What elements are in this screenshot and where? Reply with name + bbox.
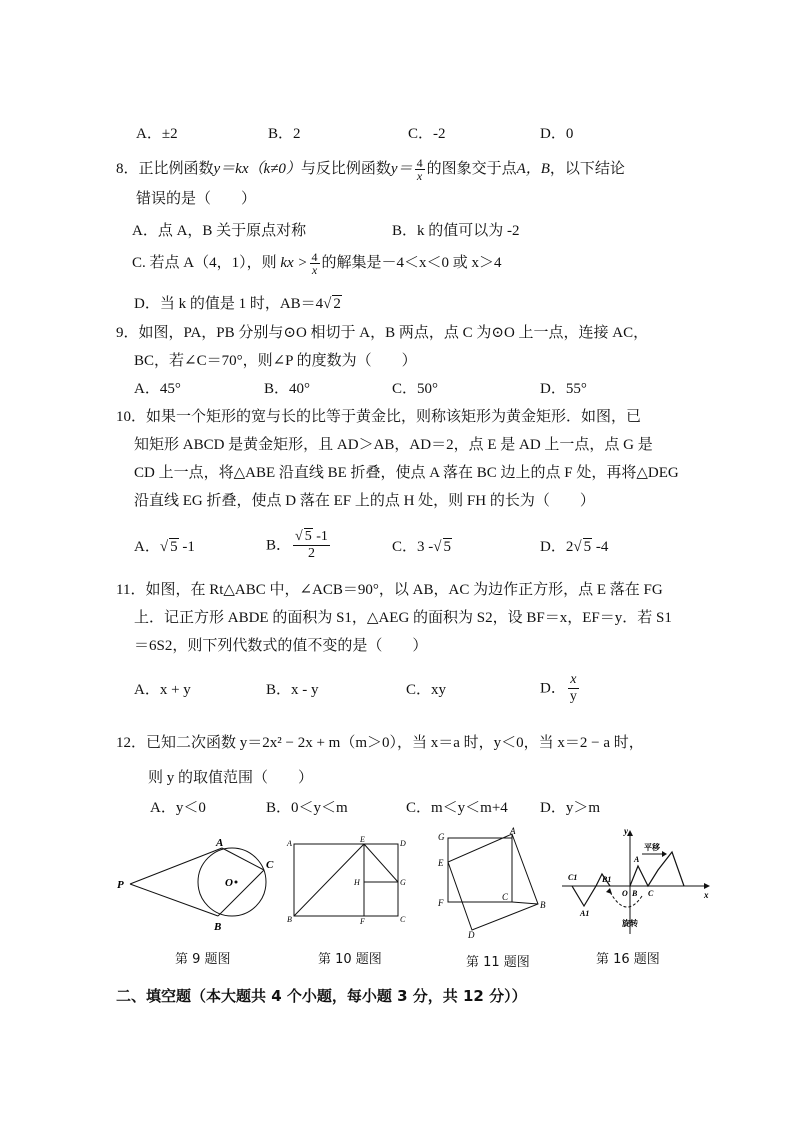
fig11-label-f: F bbox=[438, 898, 444, 908]
q10-line4: 沿直线 EG 折叠，使点 D 落在 EF 上的点 H 处，则 FH 的长为（ ） bbox=[134, 493, 595, 509]
fig16-label-c: C bbox=[648, 889, 654, 898]
q12-line1: 12．已知二次函数 y＝2x² − 2x + m（m＞0），当 x＝a 时，y＜0，当 x＝2 − a 时， bbox=[116, 735, 644, 751]
q11-line1: 11．如图，在 Rt△ABC 中，∠ACB＝90°，以 AB，AC 为边作正方形，点 E 落在 FG bbox=[116, 582, 663, 598]
fig16-shift-arrowhead bbox=[662, 851, 667, 857]
q8-frac-den: x bbox=[416, 169, 423, 183]
fig16-caption: 第 16 题图 bbox=[596, 952, 660, 967]
q9-option-b: B．40° bbox=[264, 381, 311, 397]
fig10-line-eg bbox=[364, 844, 398, 882]
q12-option-c: C．m＜y＜m+4 bbox=[406, 800, 508, 816]
q12-option-b: B．0＜y＜m bbox=[266, 800, 348, 816]
q9-line2: BC，若∠C＝70°，则∠P 的度数为（ ） bbox=[134, 353, 417, 369]
q10-optb-fraction: $\frac{√ 5 -1}{2}$ bbox=[295, 529, 328, 561]
fig11-label-b: B bbox=[540, 900, 546, 910]
q10-optb-den: 2 bbox=[307, 546, 315, 561]
fig16-label-a1: A1 bbox=[580, 909, 590, 918]
q10-optc-radicand: 5 bbox=[443, 539, 451, 555]
q7-option-d: D．0 bbox=[540, 126, 574, 142]
fig16-label-c1: C1 bbox=[568, 873, 578, 882]
fig10-rectangle bbox=[294, 844, 398, 916]
fig11-label-g: G bbox=[438, 832, 445, 842]
q11-option-b: B．x - y bbox=[266, 682, 319, 698]
fig11-square-abde bbox=[448, 834, 538, 930]
q10-opta-post: -1 bbox=[178, 539, 195, 555]
q8-frac-num: 4 bbox=[416, 156, 423, 170]
q10-optb-num-post: -1 bbox=[312, 529, 328, 544]
q10-optd-post: -4 bbox=[592, 539, 609, 555]
figure-16 bbox=[562, 826, 712, 938]
q11-optd-num: x bbox=[568, 672, 579, 689]
fig9-line-pb bbox=[130, 884, 218, 916]
q7-option-c: C．-2 bbox=[408, 126, 446, 142]
q11-option-d bbox=[540, 672, 581, 705]
figure-9 bbox=[114, 834, 284, 934]
fig10-label-g: G bbox=[400, 878, 406, 887]
q11-line3: ＝6S2，则下列代数式的值不变的是（ ） bbox=[134, 638, 428, 654]
q8-fn1: y＝kx（k≠0） bbox=[213, 160, 301, 177]
q8-optc-ineq: kx > bbox=[280, 254, 308, 271]
fig11-label-a: A bbox=[510, 826, 516, 836]
q8-option-a: A．点 A，B 关于原点对称 bbox=[132, 223, 307, 239]
q8-optc-frac-den: x bbox=[311, 263, 318, 277]
fig16-rotate-arrowhead bbox=[606, 888, 612, 894]
fig11-label-c: C bbox=[502, 892, 509, 902]
q7-option-b: B．2 bbox=[268, 126, 301, 142]
q10-opta-pre: A． bbox=[134, 539, 160, 555]
q9-option-c: C．50° bbox=[392, 381, 439, 397]
q8-stem-d: ，以下结论 bbox=[549, 160, 625, 177]
fig9-label-c: C bbox=[266, 859, 274, 871]
fig10-label-d: D bbox=[400, 839, 406, 848]
q8-optc-pre: C. 若点 A（4，1），则 bbox=[132, 254, 277, 271]
fig10-label-a: A bbox=[287, 839, 292, 848]
q10-line3: CD 上一点，将△ABE 沿直线 BE 折叠，使点 A 落在 BC 边上的点 F 处，再将△DEG bbox=[134, 465, 679, 481]
q8-stem-a: 8．正比例函数 bbox=[116, 160, 214, 177]
q8-optc-frac-num: 4 bbox=[311, 250, 318, 264]
figure-10 bbox=[284, 834, 414, 926]
q8-optc-fraction bbox=[310, 251, 320, 276]
fig9-center-dot bbox=[235, 881, 238, 884]
q8-option-b: B．k 的值可以为 -2 bbox=[392, 223, 520, 239]
q11-optd-pre: D． bbox=[540, 680, 566, 697]
q10-option-b bbox=[266, 529, 332, 562]
fig10-label-h: H bbox=[354, 878, 360, 887]
q10-optb-radicand: 5 bbox=[304, 529, 312, 544]
q11-option-a: A．x + y bbox=[134, 682, 191, 698]
fig9-caption: 第 9 题图 bbox=[175, 952, 231, 967]
q9-option-a: A．45° bbox=[134, 381, 181, 397]
q10-option-a: A．√ 5 -1 bbox=[134, 539, 195, 555]
q10-option-d: D．2√ 5 -4 bbox=[540, 539, 609, 555]
q10-optd-pre: D．2 bbox=[540, 539, 574, 555]
q8-fn2: y＝ bbox=[390, 160, 413, 177]
q10-line1: 10．如果一个矩形的宽与长的比等于黄金比，则称该矩形为黄金矩形．如图，已 bbox=[116, 409, 642, 425]
q8-stem-line2: 错误的是（ ） bbox=[136, 191, 257, 207]
fig16-label-shift: 平移 bbox=[644, 843, 660, 852]
fig11-label-e: E bbox=[438, 858, 444, 868]
fig16-x-arrow bbox=[704, 883, 710, 889]
q10-optb-pre: B． bbox=[266, 537, 292, 554]
fig9-label-b: B bbox=[214, 921, 222, 933]
q10-optd-radicand: 5 bbox=[583, 539, 592, 555]
q10-line2: 知矩形 ABCD 是黄金矩形，且 AD＞AB，AD＝2，点 E 是 AD 上一点，点 G 是 bbox=[134, 437, 653, 453]
q7-option-a: A．±2 bbox=[136, 126, 178, 142]
q9-option-d: D．55° bbox=[540, 381, 587, 397]
q8-optc-post: 的解集是－4＜x＜0 或 x＞4 bbox=[321, 254, 502, 271]
q8-fraction bbox=[415, 157, 425, 182]
fig10-label-f: F bbox=[360, 917, 365, 926]
q8-stem-line1 bbox=[116, 157, 625, 182]
q11-optd-den: y bbox=[569, 689, 577, 704]
fig11-label-d: D bbox=[468, 930, 475, 938]
fig11-caption: 第 11 题图 bbox=[466, 955, 530, 970]
q10-optc-pre: C．3 - bbox=[392, 539, 434, 555]
q12-line2: 则 y 的取值范围（ ） bbox=[148, 770, 314, 786]
q10-option-c: C．3 -√ 5 bbox=[392, 539, 451, 555]
q8-optd-radicand: 2 bbox=[333, 296, 341, 312]
fig16-label-b1: B1 bbox=[602, 875, 612, 884]
q9-line1: 9．如图，PA，PB 分别与⊙O 相切于 A，B 两点，点 C 为⊙O 上一点，连接 AC， bbox=[116, 325, 649, 341]
fig10-label-b: B bbox=[287, 915, 292, 924]
q8-optd-pre: D．当 k 的值是 1 时，AB＝4 bbox=[134, 296, 324, 312]
q8-option-d: D．当 k 的值是 1 时，AB＝4√ 2 bbox=[134, 296, 341, 312]
fig16-label-o: O bbox=[622, 889, 628, 898]
fig10-label-e: E bbox=[360, 835, 365, 844]
q11-line2: 上．记正方形 ABDE 的面积为 S1，△AEG 的面积为 S2，设 BF＝x，EF＝y．若 S1 bbox=[134, 610, 672, 626]
fig9-label-o: O bbox=[225, 877, 233, 889]
figure-11 bbox=[434, 826, 554, 938]
fig16-label-y: y bbox=[624, 826, 628, 836]
q8-stem-c: 的图象交于点 bbox=[426, 160, 517, 177]
section-2-heading: 二、填空题（本大题共 4 个小题，每小题 3 分，共 12 分）） bbox=[116, 987, 527, 1005]
q10-opta-radicand: 5 bbox=[170, 539, 178, 555]
q8-stem-b: 与反比例函数 bbox=[300, 160, 391, 177]
q8-option-c bbox=[132, 251, 502, 276]
q11-option-c: C．xy bbox=[406, 682, 447, 698]
q12-option-a: A．y＜0 bbox=[150, 800, 206, 816]
fig16-label-a: A bbox=[634, 855, 640, 864]
fig16-label-x: x bbox=[704, 890, 709, 900]
fig9-label-p: P bbox=[117, 879, 124, 891]
q12-option-d: D．y＞m bbox=[540, 800, 601, 816]
fig16-label-b: B bbox=[632, 889, 638, 898]
q11-optd-fraction bbox=[568, 672, 579, 705]
fig10-label-c: C bbox=[400, 915, 406, 924]
fig16-label-rotate: 旋转 bbox=[622, 919, 638, 928]
fig9-line-pa bbox=[130, 848, 222, 884]
fig10-caption: 第 10 题图 bbox=[318, 952, 382, 967]
fig11-line-cb bbox=[512, 902, 538, 904]
fig9-label-a: A bbox=[216, 837, 224, 849]
q8-points: A，B bbox=[516, 160, 550, 177]
